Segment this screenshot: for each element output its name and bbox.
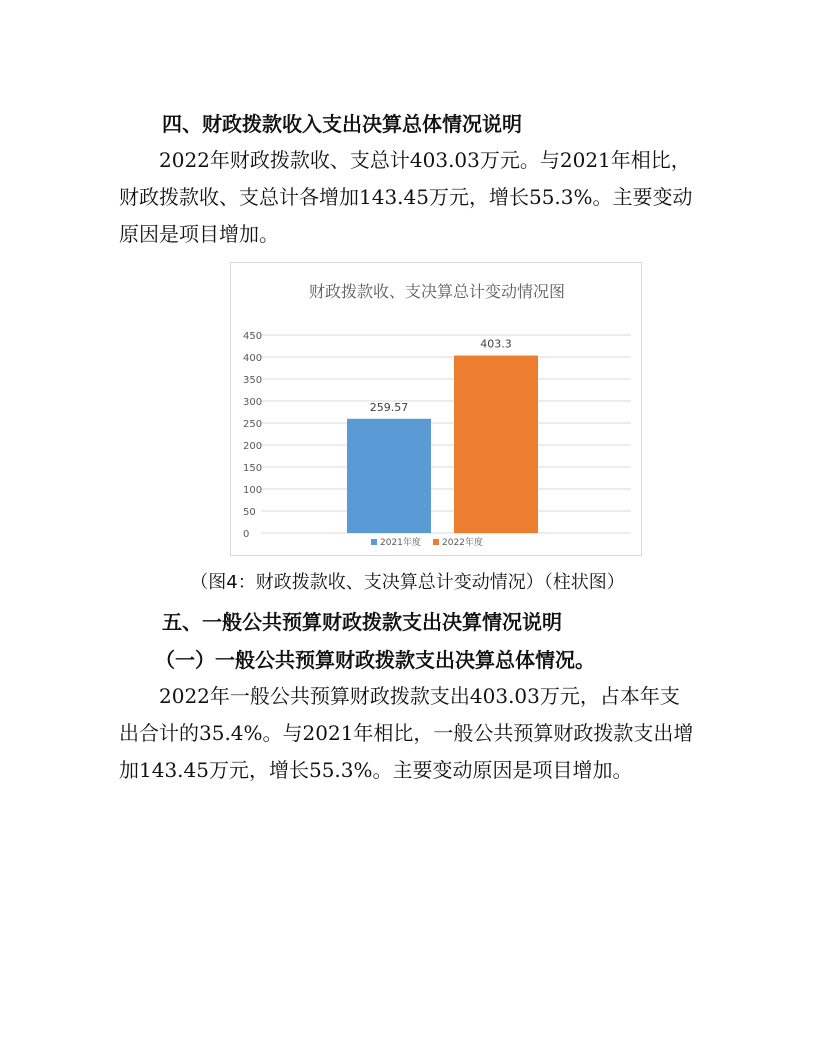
chart-gridlines [261,335,631,533]
paragraph-line: 原因是项目增加。 [119,222,279,246]
legend-label-2021: 2021年度 [380,538,421,548]
section5-heading: 五、一般公共预算财政拨款支出决算情况说明 [162,610,562,634]
chart-legend [371,536,483,548]
paragraph-line: 2022年财政拨款收、支总计403.03万元。与2021年相比， [159,148,691,172]
paragraph-line: 加143.45万元，增长55.3%。主要变动原因是项目增加。 [119,758,633,782]
y-tick-label: 350 [243,375,263,386]
paragraph-line: 出合计的35.4%。与2021年相比，一般公共预算财政拨款支出增 [119,721,694,745]
legend-swatch-2022 [433,539,439,545]
bar-2022年度 [454,356,538,533]
y-tick-label: 50 [243,507,256,518]
bar-chart [230,262,642,556]
data-label: 403.3 [480,337,512,351]
y-tick-label: 300 [243,397,263,408]
chart-title: 财政拨款收、支决算总计变动情况图 [308,282,566,301]
chart-bars [347,356,538,533]
legend-label-2022: 2022年度 [442,538,483,548]
chart-svg [231,263,643,557]
y-tick-label: 0 [243,529,250,540]
section4-heading: 四、财政拨款收入支出决算总体情况说明 [162,112,522,136]
section5-subheading: （一）一般公共预算财政拨款支出决算总体情况。 [155,648,595,672]
y-tick-label: 150 [243,463,263,474]
bar-2021年度 [347,419,431,533]
legend-swatch-2021 [371,539,377,545]
y-tick-label: 450 [243,331,263,342]
figure-caption: （图4：财政拨款收、支决算总计变动情况）（柱状图） [190,572,625,593]
y-tick-label: 250 [243,419,263,430]
section4-paragraph [119,142,699,253]
section5-paragraph [119,678,699,789]
y-tick-label: 400 [243,353,263,364]
data-label: 259.57 [369,400,409,414]
paragraph-line: 财政拨款收、支总计各增加143.45万元，增长55.3%。主要变动 [119,185,693,209]
y-axis-ticks [243,331,262,540]
y-tick-label: 100 [243,485,263,496]
paragraph-line: 2022年一般公共预算财政拨款支出403.03万元，占本年支 [159,684,680,708]
y-tick-label: 200 [243,441,263,452]
